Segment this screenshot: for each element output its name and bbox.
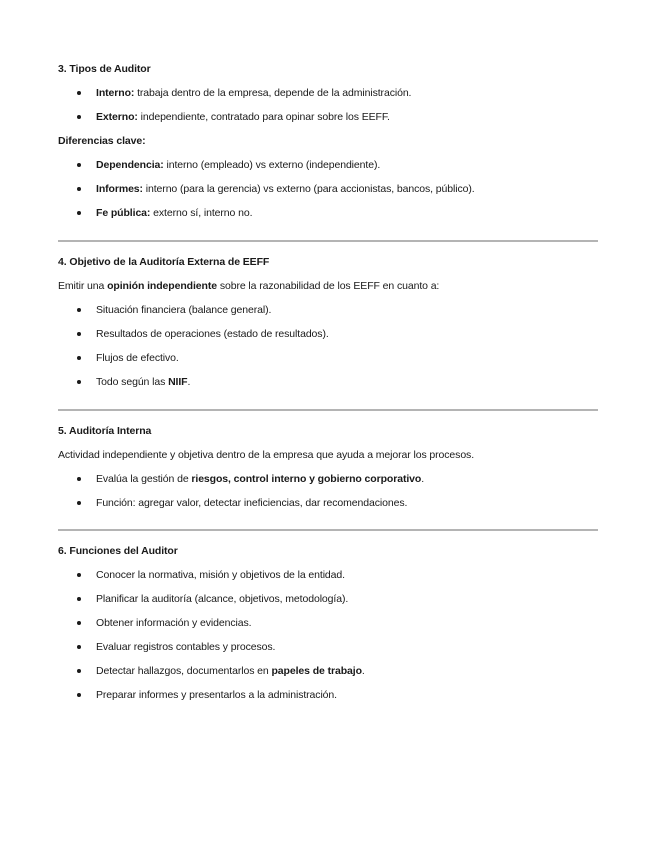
bullet-icon <box>77 115 81 119</box>
bullet-icon <box>77 621 81 625</box>
section-intro: Emitir una opinión independiente sobre la razonabilidad de los EEFF en cuanto a: <box>58 280 440 292</box>
list-item: Situación financiera (balance general). <box>58 303 598 317</box>
section-title: 6. Funciones del Auditor <box>58 545 178 557</box>
bullet-icon <box>77 380 81 384</box>
bullet-icon <box>77 163 81 167</box>
bullet-icon <box>77 332 81 336</box>
list-item: Todo según las NIIF. <box>58 375 598 389</box>
section-intro: Actividad independiente y objetiva dentro de la empresa que ayuda a mejorar los procesos. <box>58 449 475 461</box>
bullet-icon <box>77 645 81 649</box>
bullet-icon <box>77 356 81 360</box>
section-title: 5. Auditoría Interna <box>58 425 152 437</box>
bullet-icon <box>77 308 81 312</box>
list-item: Función: agregar valor, detectar ineficiencias, dar recomendaciones. <box>58 496 598 510</box>
section-funciones-del-auditor <box>58 544 598 702</box>
bullet-icon <box>77 573 81 577</box>
internal-audit-list <box>58 472 598 510</box>
horizontal-divider <box>58 409 598 411</box>
bullet-icon <box>77 669 81 673</box>
bullet-icon <box>77 187 81 191</box>
section-auditoria-interna <box>58 424 598 510</box>
list-item: Detectar hallazgos, documentarlos en papeles de trabajo. <box>58 664 598 678</box>
list-item: Dependencia: interno (empleado) vs externo (independiente). <box>58 158 598 172</box>
bullet-icon <box>77 693 81 697</box>
bullet-icon <box>77 597 81 601</box>
list-item: Preparar informes y presentarlos a la administración. <box>58 688 598 702</box>
list-item: Informes: interno (para la gerencia) vs externo (para accionistas, bancos, público). <box>58 182 598 196</box>
bullet-icon <box>77 501 81 505</box>
section-objetivo-auditoria-externa <box>58 255 598 389</box>
list-item: Conocer la normativa, misión y objetivos de la entidad. <box>58 568 598 582</box>
list-item: Flujos de efectivo. <box>58 351 598 365</box>
functions-list <box>58 568 598 702</box>
differences-list <box>58 158 598 220</box>
list-item: Externo: independiente, contratado para opinar sobre los EEFF. <box>58 110 598 124</box>
section-title: 4. Objetivo de la Auditoría Externa de EEFF <box>58 256 270 268</box>
list-item: Planificar la auditoría (alcance, objetivos, metodología). <box>58 592 598 606</box>
bullet-icon <box>77 91 81 95</box>
list-item: Resultados de operaciones (estado de resultados). <box>58 327 598 341</box>
list-item: Interno: trabaja dentro de la empresa, depende de la administración. <box>58 86 598 100</box>
list-item: Evaluar registros contables y procesos. <box>58 640 598 654</box>
section-tipos-de-auditor <box>58 62 598 220</box>
auditor-types-list <box>58 86 598 124</box>
subheading: Diferencias clave: <box>58 135 146 147</box>
bullet-icon <box>77 477 81 481</box>
horizontal-divider <box>58 240 598 242</box>
list-item: Fe pública: externo sí, interno no. <box>58 206 598 220</box>
horizontal-divider <box>58 529 598 531</box>
bullet-icon <box>77 211 81 215</box>
list-item: Evalúa la gestión de riesgos, control interno y gobierno corporativo. <box>58 472 598 486</box>
objectives-list <box>58 303 598 389</box>
section-title: 3. Tipos de Auditor <box>58 63 151 75</box>
list-item: Obtener información y evidencias. <box>58 616 598 630</box>
